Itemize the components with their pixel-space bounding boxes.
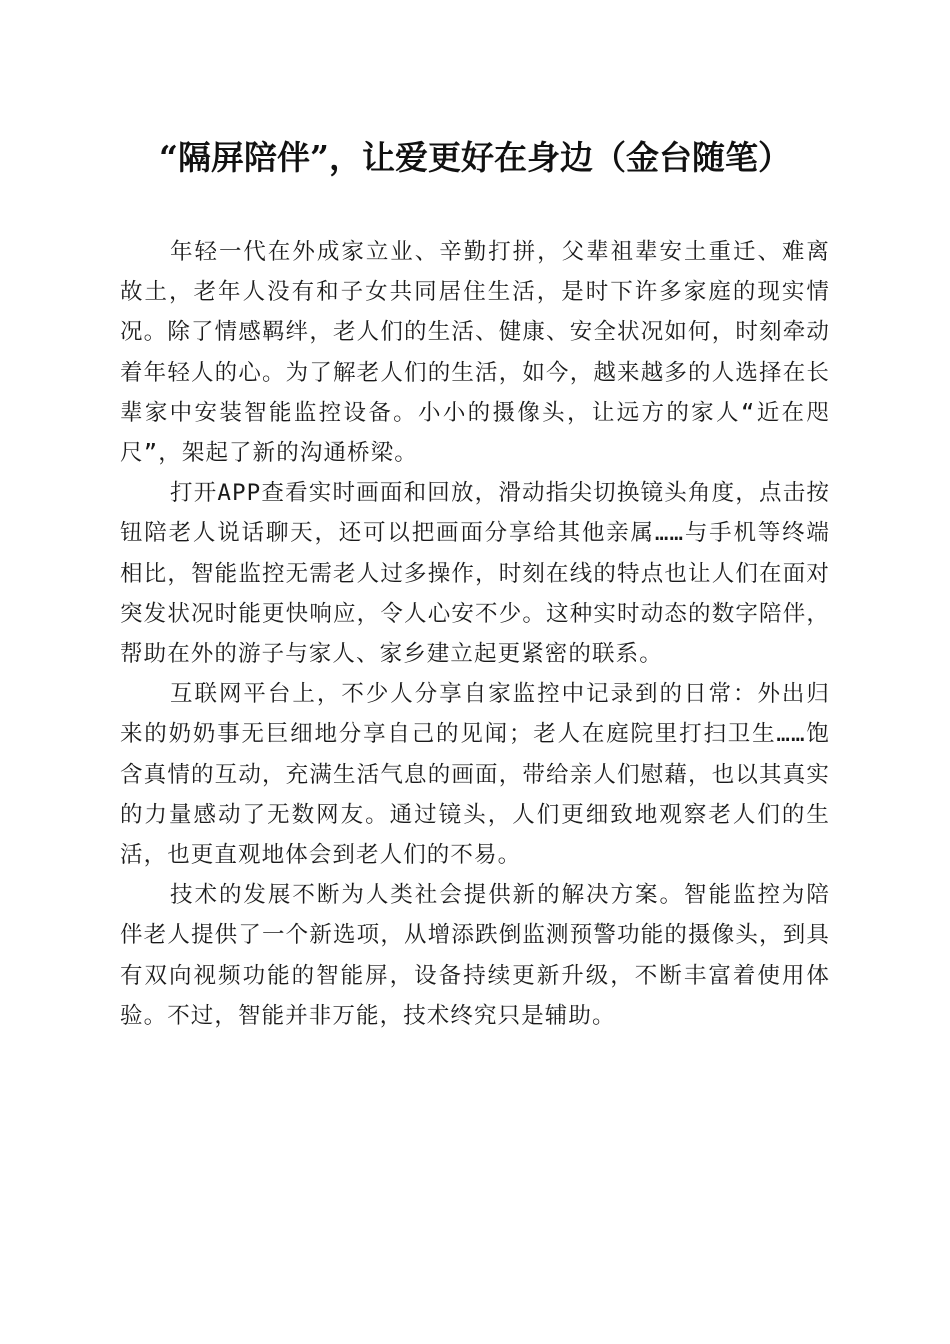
paragraph: 互联网平台上，不少人分享自家监控中记录到的日常：外出归来的奶奶事无巨细地分享自己的见闻；老人在庭院里打扫卫生……饱含真情的互动，充满生活气息的画面，带给亲人们慰藉，也以其真实的力量感动了无数网友。通过镜头，人们更细致地观察老人们的生活，也更直观地体会到老人们的不易。: [120, 681, 830, 869]
paragraph: 年轻一代在外成家立业、辛勤打拼，父辈祖辈安土重迁、难离故土，老年人没有和子女共同居住生活，是时下许多家庭的现实情况。除了情感羁绊，老人们的生活、健康、安全状况如何，时刻牵动着年轻人的心。为了解老人们的生活，如今，越来越多的人选择在长辈家中安装智能监控设备。小小的摄像头，让远方的家人“近在咫尺”，架起了新的沟通桥梁。: [120, 239, 830, 467]
paragraph: 技术的发展不断为人类社会提供新的解决方案。智能监控为陪伴老人提供了一个新选项，从增添跌倒监测预警功能的摄像头，到具有双向视频功能的智能屏，设备持续更新升级，不断丰富着使用体验。不过，智能并非万能，技术终究只是辅助。: [120, 882, 830, 1029]
paragraph: 打开APP查看实时画面和回放，滑动指尖切换镜头角度，点击按钮陪老人说话聊天，还可以把画面分享给其他亲属……与手机等终端相比，智能监控无需老人过多操作，时刻在线的特点也让人们在面对突发状况时能更快响应，令人心安不少。这种实时动态的数字陪伴，帮助在外的游子与家人、家乡建立起更紧密的联系。: [120, 480, 830, 668]
article-title: “隔屏陪伴”，让爱更好在身边（金台随笔）: [159, 138, 791, 177]
article-body: [120, 232, 830, 1036]
